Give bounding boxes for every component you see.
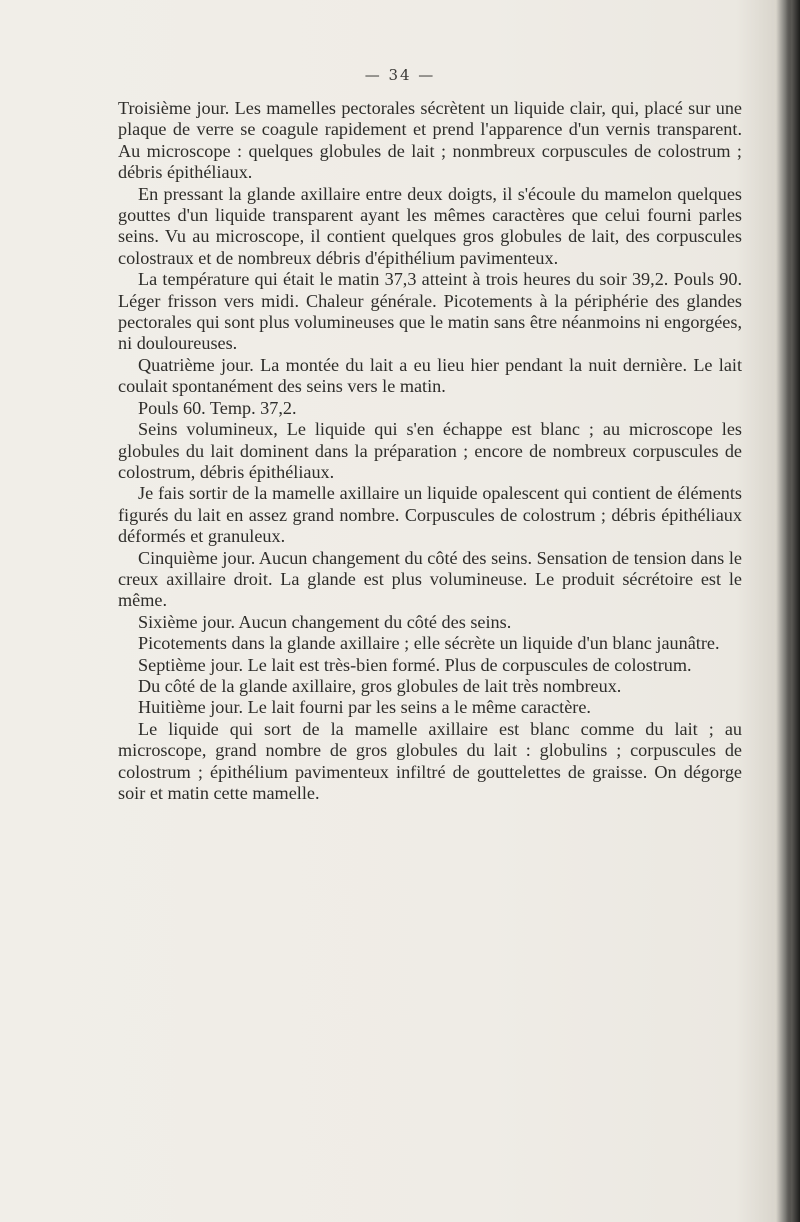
paragraph: Du côté de la glande axillaire, gros globules de lait très nombreux. [138, 675, 622, 696]
paragraph: Troisième jour. Les mamelles pectorales sécrètent un liquide clair, qui, placé sur une plaque de verre se coagule rapidement et prend l'apparence d'un vernis transparent. Au microscope : quelques globules de lait ; nonmbreux corpuscules de colostrum ; débris épithéliaux. [118, 98, 742, 183]
paragraph: Picotements dans la glande axillaire ; elle sécrète un liquide d'un blanc jaunâtre. [138, 633, 720, 654]
body-text [118, 98, 742, 804]
paragraph: Cinquième jour. Aucun changement du côté des seins. Sensation de tension dans le creux axillaire droit. La glande est plus volumineuse. Le produit sécrétoire est le même. [118, 547, 742, 611]
page-edge-shadow [786, 0, 800, 1222]
paragraph: Pouls 60. Temp. 37,2. [138, 397, 297, 418]
paragraph: Septième jour. Le lait est très-bien formé. Plus de corpuscules de colostrum. [138, 654, 692, 675]
paragraph: La température qui était le matin 37,3 atteint à trois heures du soir 39,2. Pouls 90. Léger frisson vers midi. Chaleur générale. Picotements à la périphérie des glandes pectorales qui sont plus volumineuses que le matin sans être néanmoins ni engorgées, ni douloureuses. [118, 269, 742, 354]
paragraph: Le liquide qui sort de la mamelle axillaire est blanc comme du lait ; au microscope, grand nombre de gros globules du lait : globulins ; corpuscules de colostrum ; épithélium pavimenteux infiltré de gouttelettes de graisse. On dégorge soir et matin cette mamelle. [118, 718, 742, 803]
paragraph: En pressant la glande axillaire entre deux doigts, il s'écoule du mamelon quelques gouttes d'un liquide transparent ayant les mêmes caractères que celui fourni parles seins. Vu au microscope, il contient quelques gros globules de lait, des corpuscules colostraux et de nombreux débris d'épithélium pavimenteux. [118, 183, 742, 268]
paragraph: Sixième jour. Aucun changement du côté des seins. [138, 611, 512, 632]
paragraph: Quatrième jour. La montée du lait a eu lieu hier pendant la nuit dernière. Le lait coulait spontanément des seins vers le matin. [118, 354, 742, 397]
paragraph: Huitième jour. Le lait fourni par les seins a le même caractère. [138, 697, 591, 718]
paragraph: Seins volumineux, Le liquide qui s'en échappe est blanc ; au microscope les globules du lait dominent dans la préparation ; encore de nombreux corpuscules de colostrum, débris épithéliaux. [118, 419, 742, 482]
page-number: — 34 — [364, 66, 436, 84]
paragraph: Je fais sortir de la mamelle axillaire un liquide opalescent qui contient de éléments figurés du lait en assez grand nombre. Corpuscules de colostrum ; débris épithéliaux déformés et granuleux. [118, 483, 742, 547]
